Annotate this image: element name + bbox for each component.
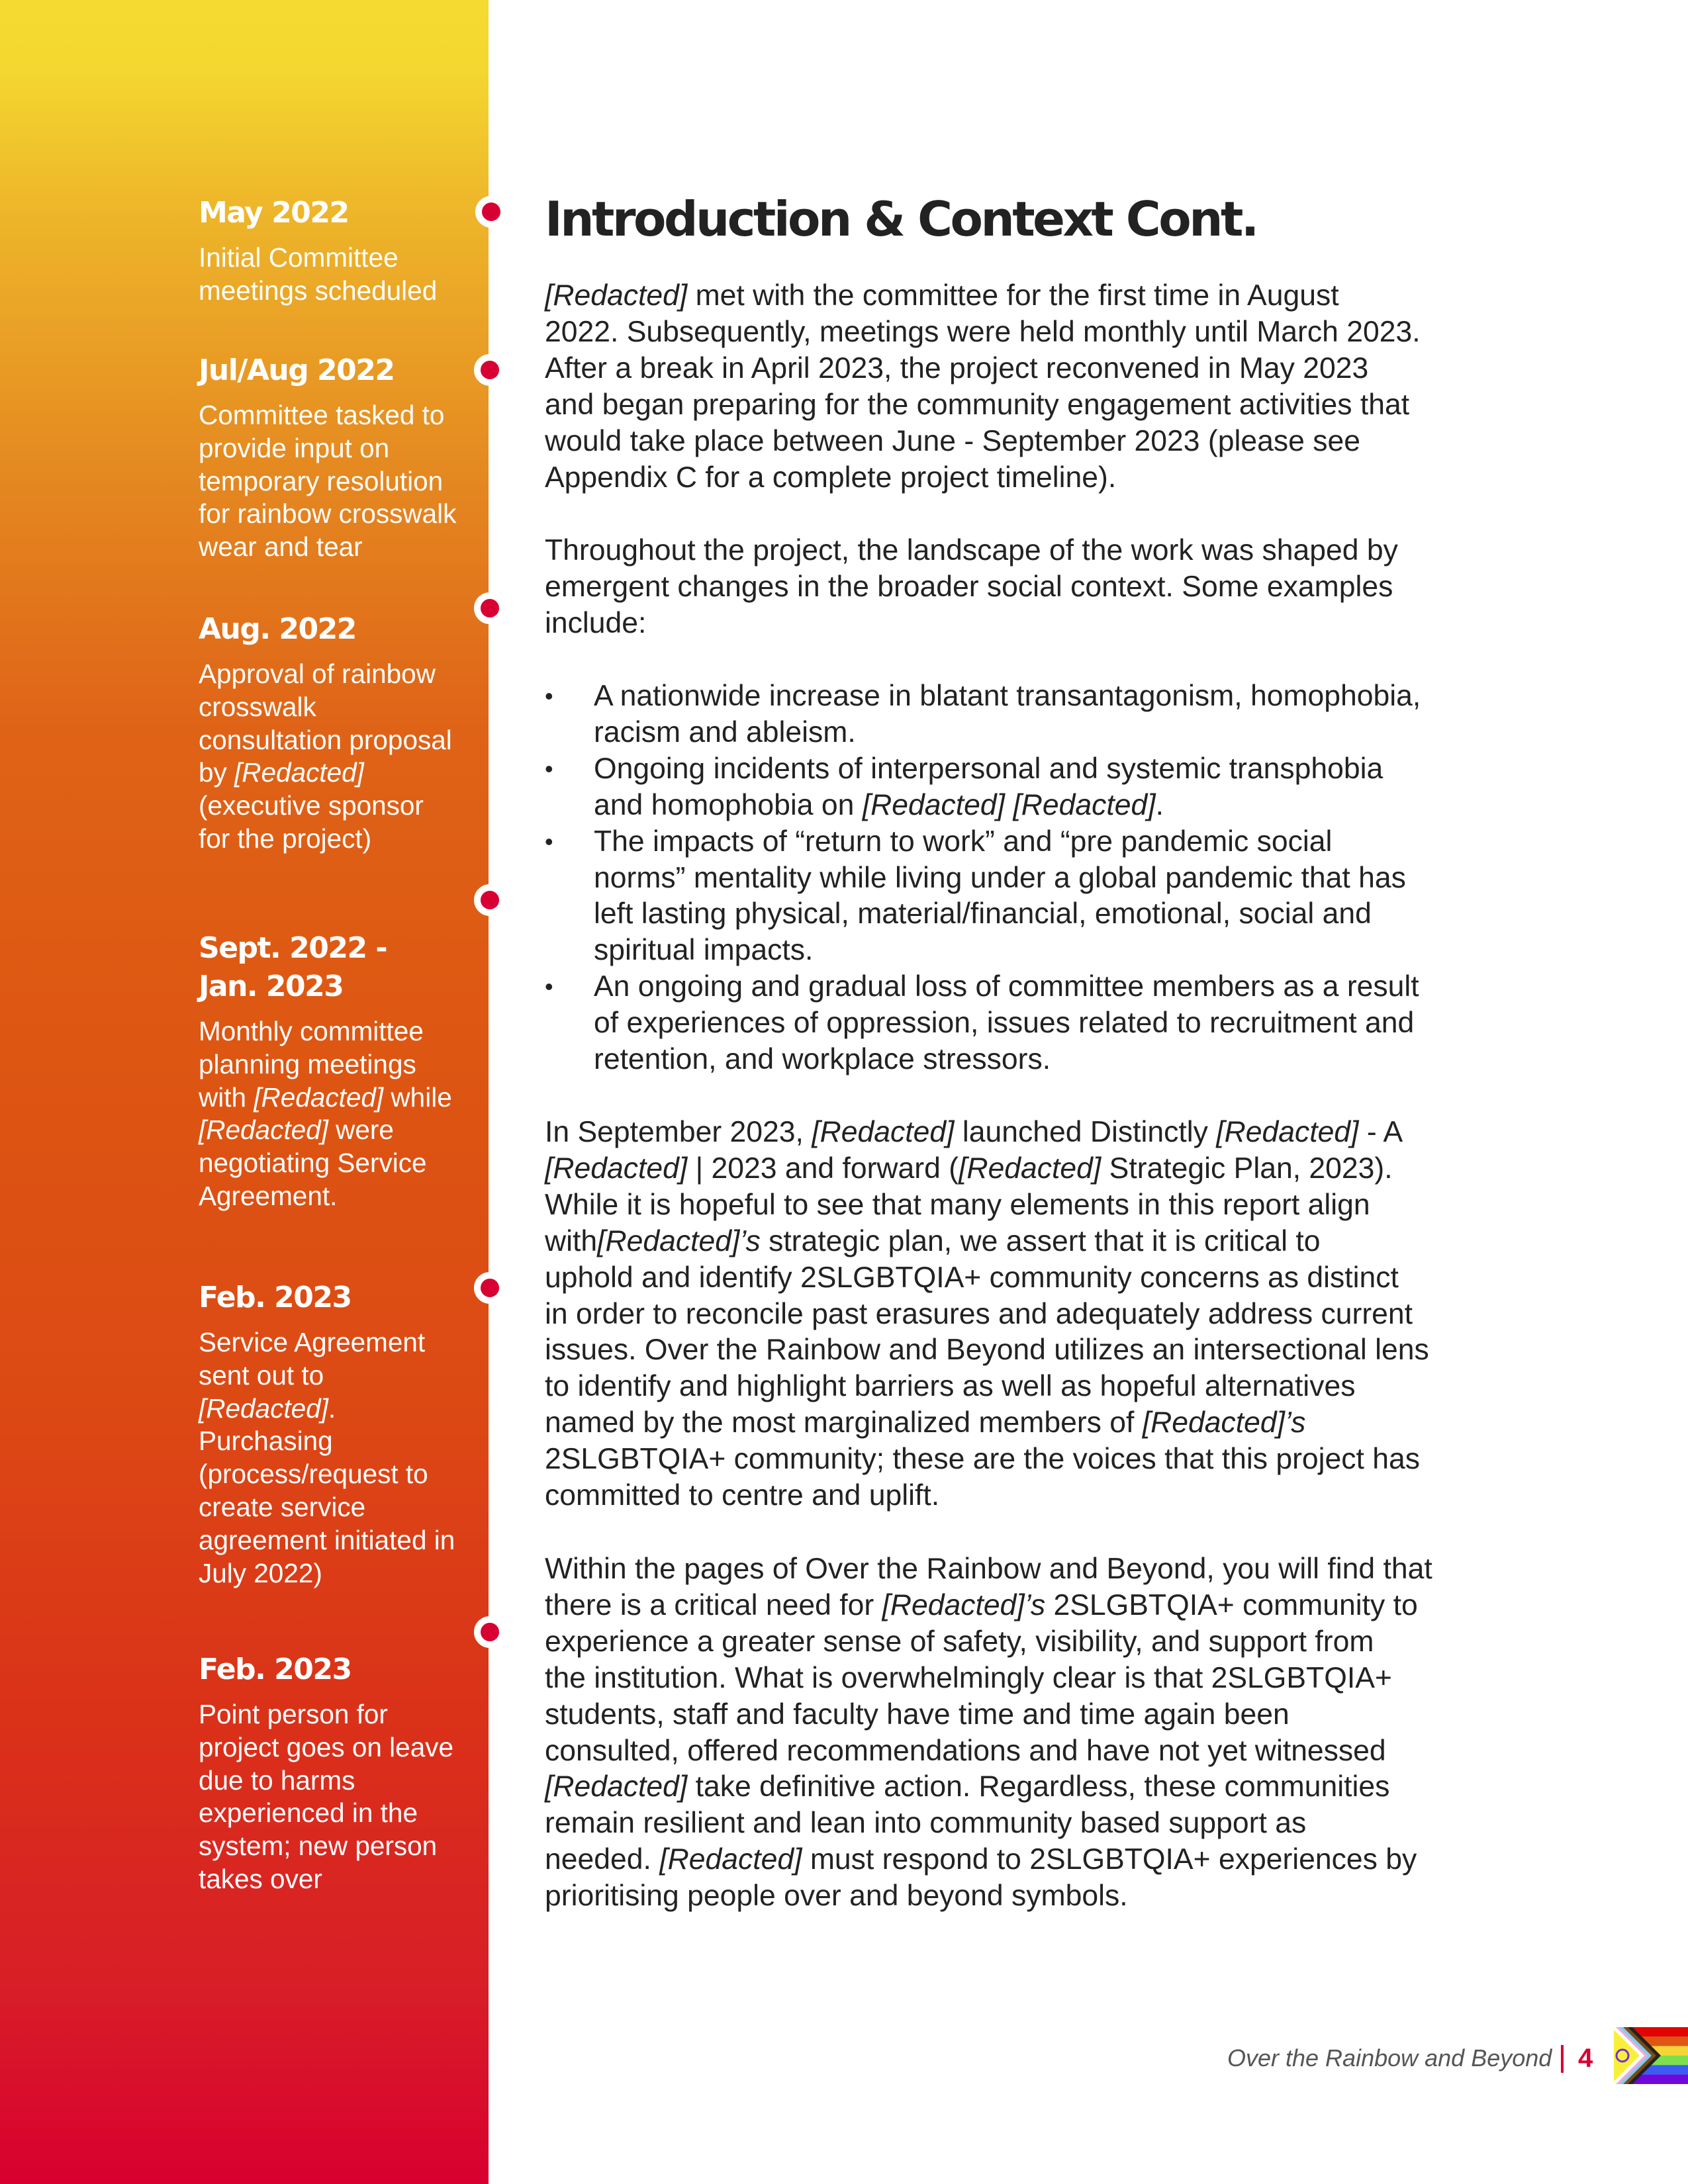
text-line: wear and tear xyxy=(199,531,363,563)
list-item-text xyxy=(594,678,1421,751)
redacted-text: [Redacted] [Redacted] xyxy=(862,788,1156,821)
redacted-text: [Redacted] xyxy=(199,1115,328,1146)
text-line: provide input on xyxy=(199,432,390,463)
list-item xyxy=(545,751,1421,824)
text-line: experienced in the xyxy=(199,1797,418,1829)
timeline-description xyxy=(199,242,477,308)
bullet-icon: • xyxy=(545,682,553,709)
bullet-icon: • xyxy=(545,754,553,782)
timeline-item xyxy=(199,194,477,308)
timeline-description xyxy=(199,1326,477,1590)
redacted-text: [Redacted] xyxy=(659,1843,802,1876)
timeline-dot-icon xyxy=(474,1272,506,1304)
text-line: to identify and highlight barriers as well as hopeful alternatives xyxy=(545,1370,1356,1403)
text-line: After a break in April 2023, the project reconvened in May 2023 xyxy=(545,351,1369,385)
timeline-item xyxy=(199,351,477,564)
bullet-icon: • xyxy=(545,973,553,1001)
text-line: racism and ableism. xyxy=(594,715,856,749)
text-line: Approval of rainbow xyxy=(199,659,436,689)
text-line: Committee tasked to xyxy=(199,400,445,430)
text-line: the institution. What is overwhelmingly clear is that 2SLGBTQIA+ xyxy=(545,1661,1392,1694)
redacted-text: [Redacted]’s xyxy=(882,1588,1046,1621)
text-line: of experiences of oppression, issues related to recruitment and xyxy=(594,1007,1415,1040)
text-line: Within the pages of Over the Rainbow and Beyond, you will find that xyxy=(545,1553,1432,1585)
text-line: named by the most marginalized members of [Redacted]’s xyxy=(545,1406,1306,1439)
text-line: in order to reconcile past erasures and adequately address current xyxy=(545,1297,1413,1330)
text-line: issues. Over the Rainbow and Beyond utilizes an intersectional lens xyxy=(545,1334,1429,1367)
timeline-sidebar xyxy=(0,0,489,2184)
list-item-text xyxy=(594,969,1421,1078)
text-line: Ongoing incidents of interpersonal and systemic transphobia xyxy=(594,752,1383,785)
text-line: agreement initiated in xyxy=(199,1524,455,1555)
timeline-item xyxy=(199,1279,477,1590)
text-line: [Redacted]. xyxy=(199,1392,336,1424)
list-item xyxy=(545,678,1421,751)
list-item-text xyxy=(594,824,1421,970)
timeline-date xyxy=(199,194,477,232)
redacted-text: [Redacted]’s xyxy=(1142,1406,1306,1439)
text-line: An ongoing and gradual loss of committee members as a result xyxy=(594,970,1419,1003)
text-line: with[Redacted]’s strategic plan, we assert that it is critical to xyxy=(545,1224,1321,1257)
text-line: emergent changes in the broader social context. Some examples xyxy=(545,570,1393,603)
timeline-description xyxy=(199,1015,477,1213)
text-line: system; new person xyxy=(199,1831,438,1862)
text-line: spiritual impacts. xyxy=(594,934,814,967)
text-line: 2022. Subsequently, meetings were held monthly until March 2023. xyxy=(545,315,1421,348)
text-line: takes over xyxy=(199,1863,322,1894)
text-line: July 2022) xyxy=(199,1557,322,1588)
text-line: consulted, offered recommendations and have not yet witnessed xyxy=(545,1734,1386,1767)
redacted-text: [Redacted] xyxy=(545,1152,688,1185)
list-item xyxy=(545,969,1421,1078)
timeline-dot-icon xyxy=(474,592,506,624)
redacted-text: [Redacted] xyxy=(545,1770,688,1803)
timeline-dot-icon xyxy=(474,884,506,916)
text-line: [Redacted] were xyxy=(199,1115,394,1146)
timeline-date xyxy=(199,610,477,649)
text-line: create service xyxy=(199,1491,366,1522)
text-line: would take place between June - September 2023 (please see xyxy=(545,424,1360,457)
text-line: prioritising people over and beyond symbols. xyxy=(545,1880,1128,1913)
timeline-date-line: Feb. 2023 xyxy=(199,1653,352,1686)
text-line: include: xyxy=(545,606,647,639)
text-line: consultation proposal xyxy=(199,724,452,755)
text-line: with [Redacted] while xyxy=(199,1081,452,1113)
timeline-date-line: Jul/Aug 2022 xyxy=(199,353,395,387)
timeline-date xyxy=(199,929,477,1006)
text-line: (executive sponsor xyxy=(199,790,424,821)
list-item xyxy=(545,824,1421,970)
page-number: 4 xyxy=(1578,2044,1593,2073)
text-line: needed. [Redacted] must respond to 2SLGBTQIA+ experiences by xyxy=(545,1843,1417,1876)
text-line: Purchasing xyxy=(199,1426,333,1457)
text-line: Throughout the project, the landscape of the work was shaped by xyxy=(545,534,1398,567)
text-line: Agreement. xyxy=(199,1180,338,1211)
text-line: for rainbow crosswalk xyxy=(199,498,457,529)
text-line: committed to centre and uplift. xyxy=(545,1479,940,1512)
paragraph-conclusion xyxy=(545,1551,1432,1915)
text-line: planning meetings xyxy=(199,1048,416,1079)
redacted-text: [Redacted]’s xyxy=(597,1224,761,1257)
timeline-date-line: Sept. 2022 - xyxy=(199,931,387,965)
text-line: norms” mentality while living under a global pandemic that has xyxy=(594,861,1406,894)
text-line: crosswalk xyxy=(199,691,316,722)
redacted-text: [Redacted] xyxy=(254,1081,384,1113)
examples-list xyxy=(545,678,1421,1078)
text-line: (process/request to xyxy=(199,1459,428,1490)
text-line: by [Redacted] xyxy=(199,757,364,788)
text-line: 2SLGBTQIA+ community; these are the voices that this project has xyxy=(545,1443,1421,1476)
text-line: [Redacted] | 2023 and forward ([Redacted] Strategic Plan, 2023). xyxy=(545,1152,1393,1185)
timeline-date xyxy=(199,1651,477,1689)
progress-pride-flag-icon xyxy=(1614,2027,1688,2084)
text-line: Initial Committee xyxy=(199,242,399,273)
page-title: Introduction & Context Cont. xyxy=(545,191,1257,247)
timeline-description xyxy=(199,658,477,856)
text-line: sent out to xyxy=(199,1359,324,1390)
timeline-date-line: Feb. 2023 xyxy=(199,1281,352,1314)
redacted-text: [Redacted] xyxy=(199,1392,328,1424)
timeline-description xyxy=(199,399,477,564)
text-line: due to harms xyxy=(199,1764,355,1796)
redacted-text: [Redacted] xyxy=(959,1152,1102,1185)
text-line: experience a greater sense of safety, visibility, and support from xyxy=(545,1625,1374,1658)
text-line: [Redacted] met with the committee for the first time in August xyxy=(545,279,1339,312)
text-line: there is a critical need for [Redacted]’s 2SLGBTQIA+ community to xyxy=(545,1588,1418,1621)
text-line: temporary resolution xyxy=(199,465,444,496)
timeline-item xyxy=(199,610,477,856)
timeline-date xyxy=(199,351,477,390)
footer-divider xyxy=(1561,2045,1564,2073)
text-line: Appendix C for a complete project timeline). xyxy=(545,461,1117,494)
text-line: students, staff and faculty have time and time again been xyxy=(545,1698,1289,1731)
text-line: Point person for xyxy=(199,1699,388,1729)
list-item-text xyxy=(594,751,1421,824)
text-line: and homophobia on [Redacted] [Redacted]. xyxy=(594,788,1164,821)
text-line: retention, and workplace stressors. xyxy=(594,1043,1051,1076)
paragraph-context xyxy=(545,533,1398,642)
text-line: Service Agreement xyxy=(199,1327,426,1357)
text-line: A nationwide increase in blatant transantagonism, homophobia, xyxy=(594,680,1421,712)
timeline-item xyxy=(199,1651,477,1896)
footer-document-title: Over the Rainbow and Beyond xyxy=(1227,2044,1552,2071)
timeline-dot-icon xyxy=(474,1616,506,1648)
timeline-description xyxy=(199,1698,477,1896)
text-line: negotiating Service xyxy=(199,1148,427,1179)
text-line: [Redacted] take definitive action. Regardless, these communities xyxy=(545,1770,1390,1803)
text-line: The impacts of “return to work” and “pre pandemic social xyxy=(594,825,1333,858)
timeline-date-line: Jan. 2023 xyxy=(199,970,344,1003)
text-line: for the project) xyxy=(199,823,372,854)
paragraph-intro xyxy=(545,278,1421,496)
bullet-icon: • xyxy=(545,827,553,855)
text-line: and began preparing for the community engagement activities that xyxy=(545,388,1410,421)
timeline-dot-icon xyxy=(474,354,506,386)
text-line: meetings scheduled xyxy=(199,275,438,306)
text-line: remain resilient and lean into community based support as xyxy=(545,1807,1307,1840)
text-line: uphold and identify 2SLGBTQIA+ community concerns as distinct xyxy=(545,1261,1399,1294)
text-line: left lasting physical, material/financial, emotional, social and xyxy=(594,897,1372,931)
redacted-text: [Redacted] xyxy=(812,1116,955,1148)
timeline-date xyxy=(199,1279,477,1317)
redacted-text: [Redacted] xyxy=(234,757,364,788)
paragraph-strategic-plan xyxy=(545,1115,1429,1514)
redacted-text: [Redacted] xyxy=(545,279,688,312)
text-line: project goes on leave xyxy=(199,1731,454,1762)
text-line: Monthly committee xyxy=(199,1016,424,1046)
timeline-item xyxy=(199,929,477,1213)
timeline-date-line: May 2022 xyxy=(199,196,349,230)
text-line: In September 2023, [Redacted] launched Distinctly [Redacted] - A xyxy=(545,1116,1403,1148)
redacted-text: [Redacted] xyxy=(1216,1116,1359,1148)
timeline-date-line: Aug. 2022 xyxy=(199,612,356,646)
timeline-dot-icon xyxy=(475,196,507,228)
text-line: While it is hopeful to see that many elements in this report align xyxy=(545,1188,1370,1221)
